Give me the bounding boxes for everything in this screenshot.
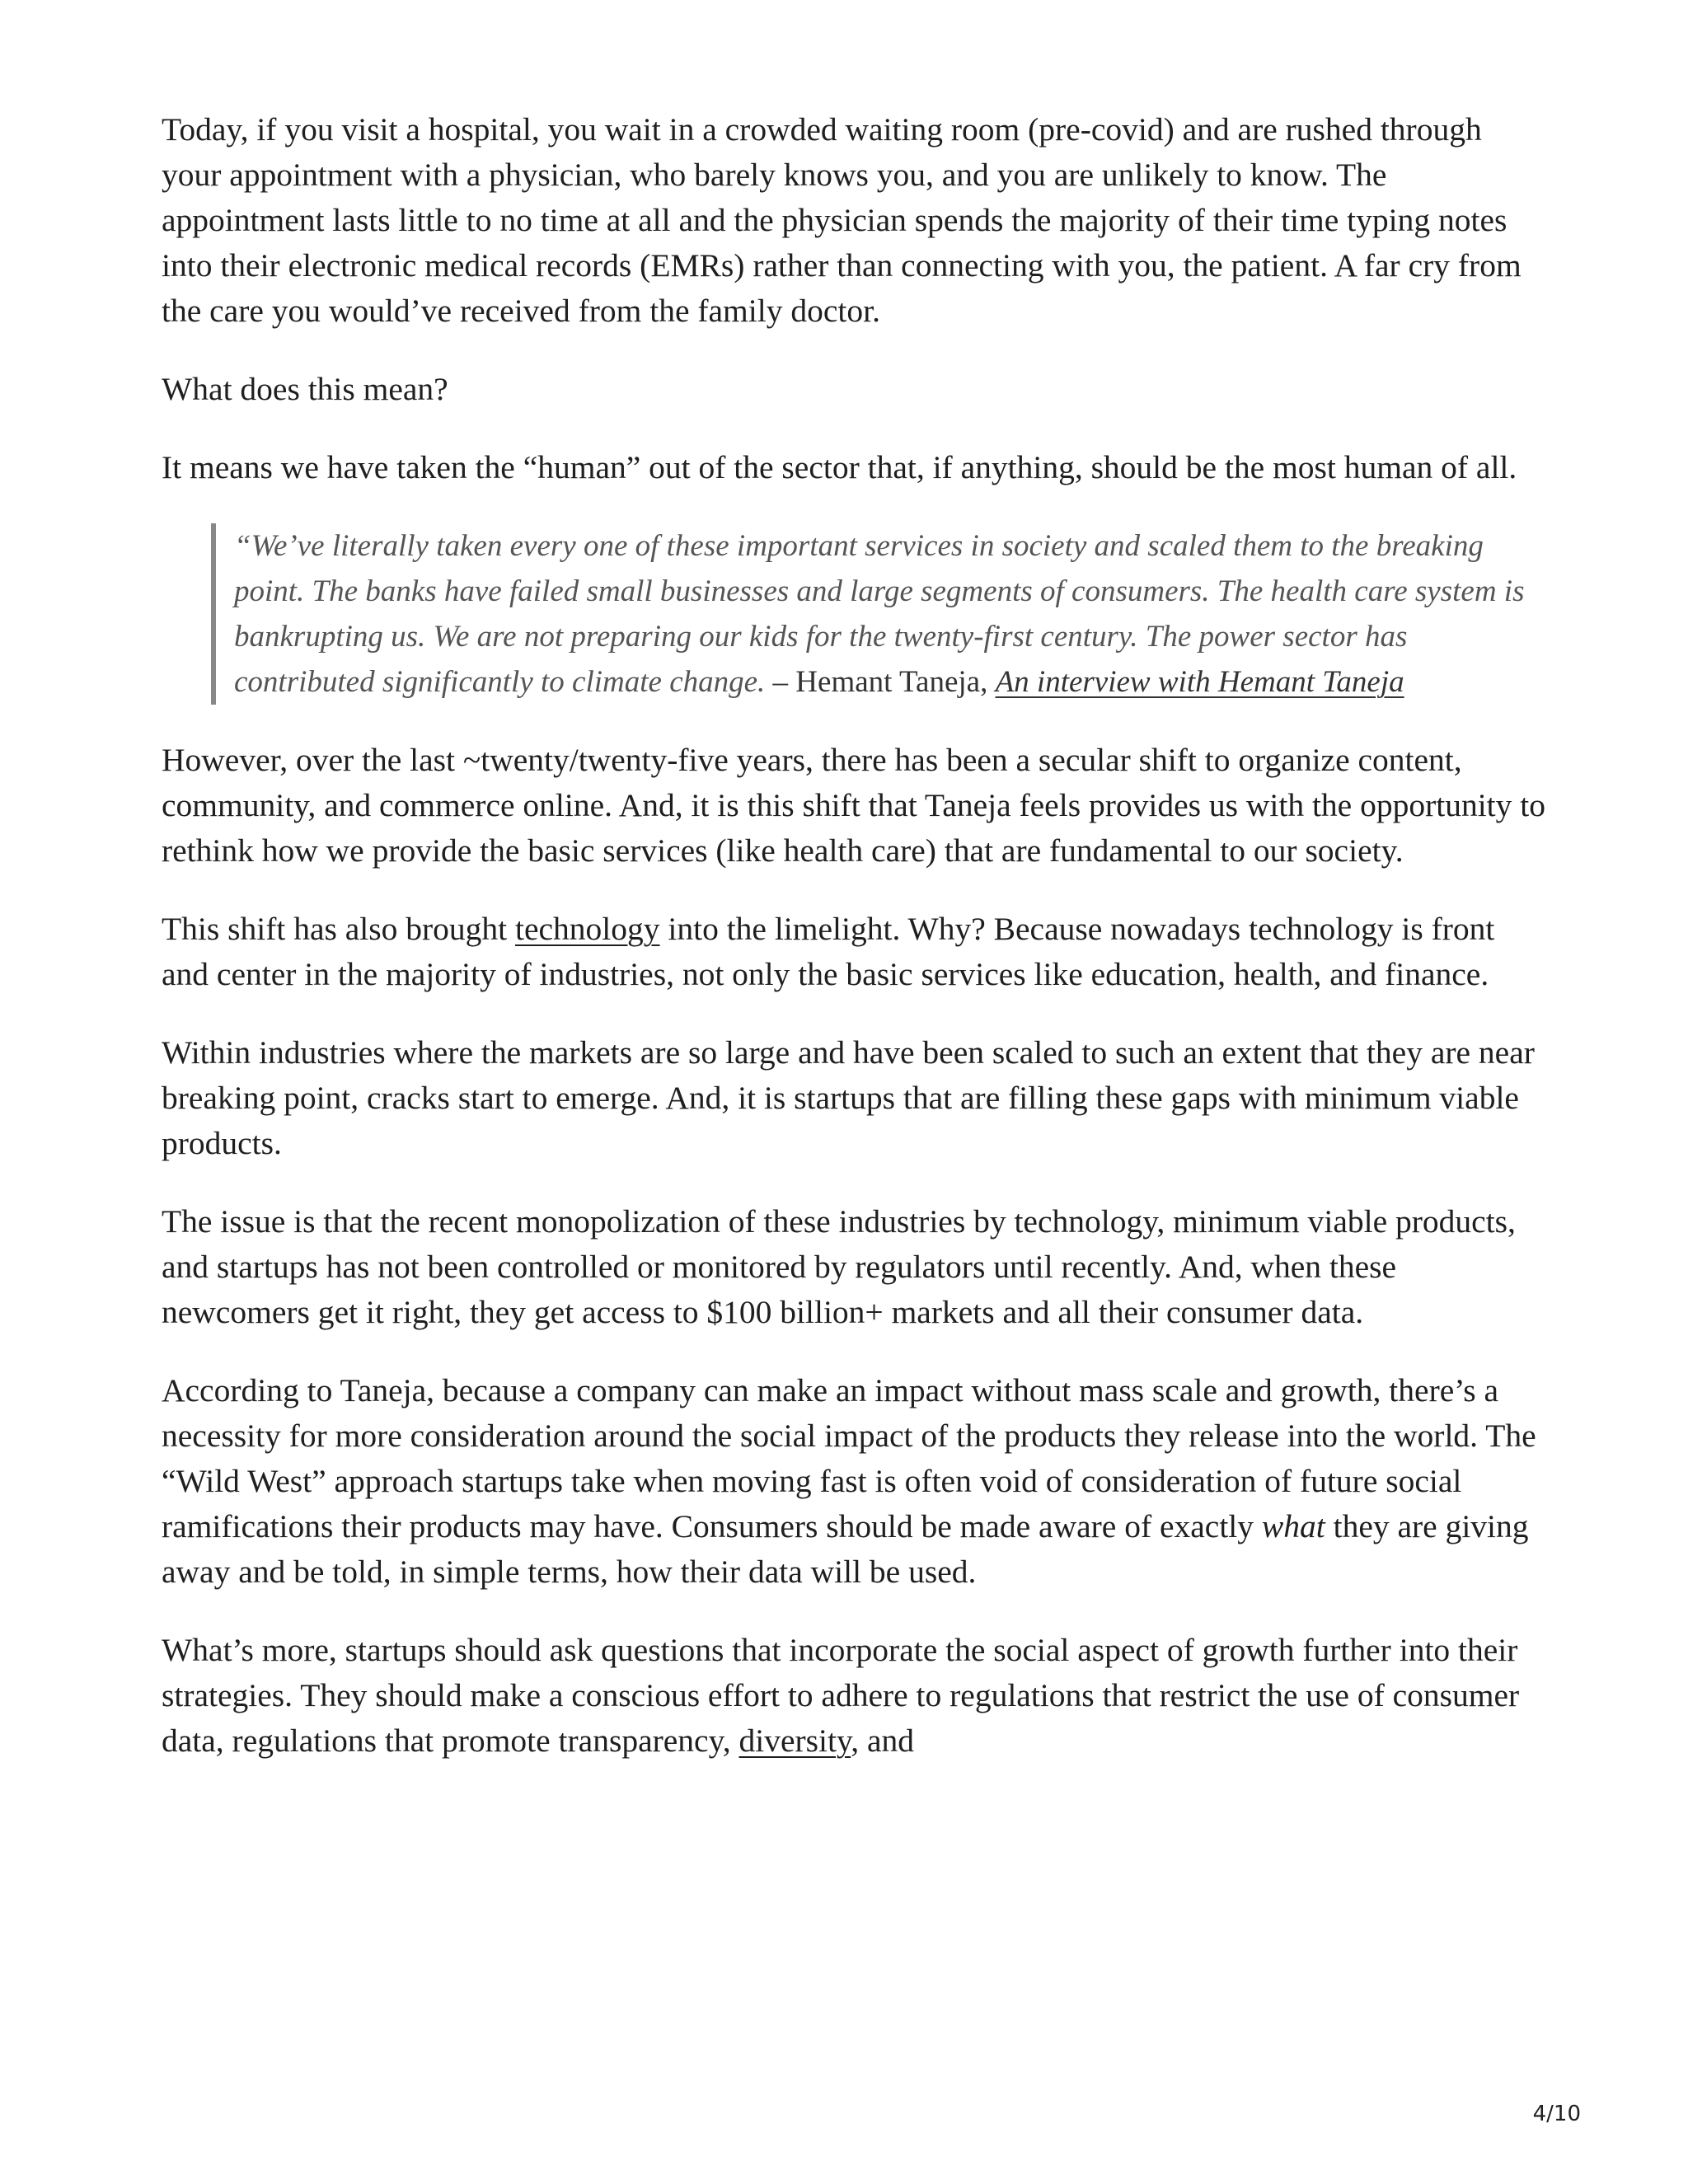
paragraph-text: This shift has also brought: [162, 911, 515, 947]
quote-text: “We’ve literally taken every one of these important services in society and scaled them to the breaking point. The banks have failed small businesses and large segments of consumers. The health care system is bankrupting us. We are not preparing our kids for the twenty-first century. The power sector has contributed significantly to climate change.: [234, 529, 1525, 699]
paragraph-strategies: [162, 1628, 1546, 1764]
paragraph-technology: [162, 907, 1546, 997]
emphasis-what: what: [1261, 1508, 1325, 1544]
paragraph-text: According to Taneja, because a company can make an impact without mass scale and growth, there’s a necessity for more consideration around the social impact of the products they release into the world. The “Wild West” approach startups take when moving fast is often void of consideration of future social ramifications their products may have. Consumers should be made aware of exactly: [162, 1372, 1536, 1544]
quote-attribution: – Hemant Taneja,: [765, 665, 996, 699]
paragraph-text: What’s more, startups should ask questions that incorporate the social aspect of growth further into their strategies. They should make a conscious effort to adhere to regulations that restrict the use of consumer data, regulations that promote transparency,: [162, 1632, 1520, 1759]
paragraph-text: into the limelight. Why? Because nowadays technology is front and center in the majority of industries, not only the basic services like education, health, and finance.: [162, 911, 1495, 992]
paragraph-text: , and: [851, 1722, 914, 1759]
page-number: 4/10: [1532, 2102, 1581, 2126]
paragraph-social-impact: [162, 1368, 1546, 1595]
paragraph-secular-shift: However, over the last ~twenty/twenty-five years, there has been a secular shift to organize content, community, and commerce online. And, it is this shift that Taneja feels provides us with the opportunity to rethink how we provide the basic services (like health care) that are fundamental to our society.: [162, 742, 1546, 869]
paragraph-text: they are giving away and be told, in simple terms, how their data will be used.: [162, 1508, 1529, 1590]
paragraph-hospital-visit: Today, if you visit a hospital, you wait in a crowded waiting room (pre-covid) and are rushed through your appointment with a physician, who barely knows you, and you are unlikely to know. The appointment lasts little to no time at all and the physician spends the majority of their time typing notes into their electronic medical records (EMRs) rather than connecting with you, the patient. A far cry from the care you would’ve received from the family doctor.: [162, 111, 1522, 329]
interview-link[interactable]: An interview with Hemant Taneja: [995, 665, 1404, 699]
article-body: [162, 107, 1546, 1797]
diversity-link[interactable]: diversity: [738, 1722, 851, 1759]
paragraph-human: It means we have taken the “human” out of the sector that, if anything, should be the most human of all.: [162, 449, 1517, 485]
paragraph-monopolization: The issue is that the recent monopolization of these industries by technology, minimum viable products, and startups has not been controlled or monitored by regulators until recently. And, when these newcomers get it right, they get access to $100 billion+ markets and all their consumer data.: [162, 1203, 1516, 1330]
technology-link[interactable]: technology: [514, 911, 660, 947]
paragraph-cracks: Within industries where the markets are so large and have been scaled to such an extent that they are near breaking point, cracks start to emerge. And, it is startups that are filling these gaps with minimum viable products.: [162, 1034, 1535, 1161]
paragraph-question: What does this mean?: [162, 371, 448, 407]
blockquote-taneja: [211, 523, 1546, 705]
